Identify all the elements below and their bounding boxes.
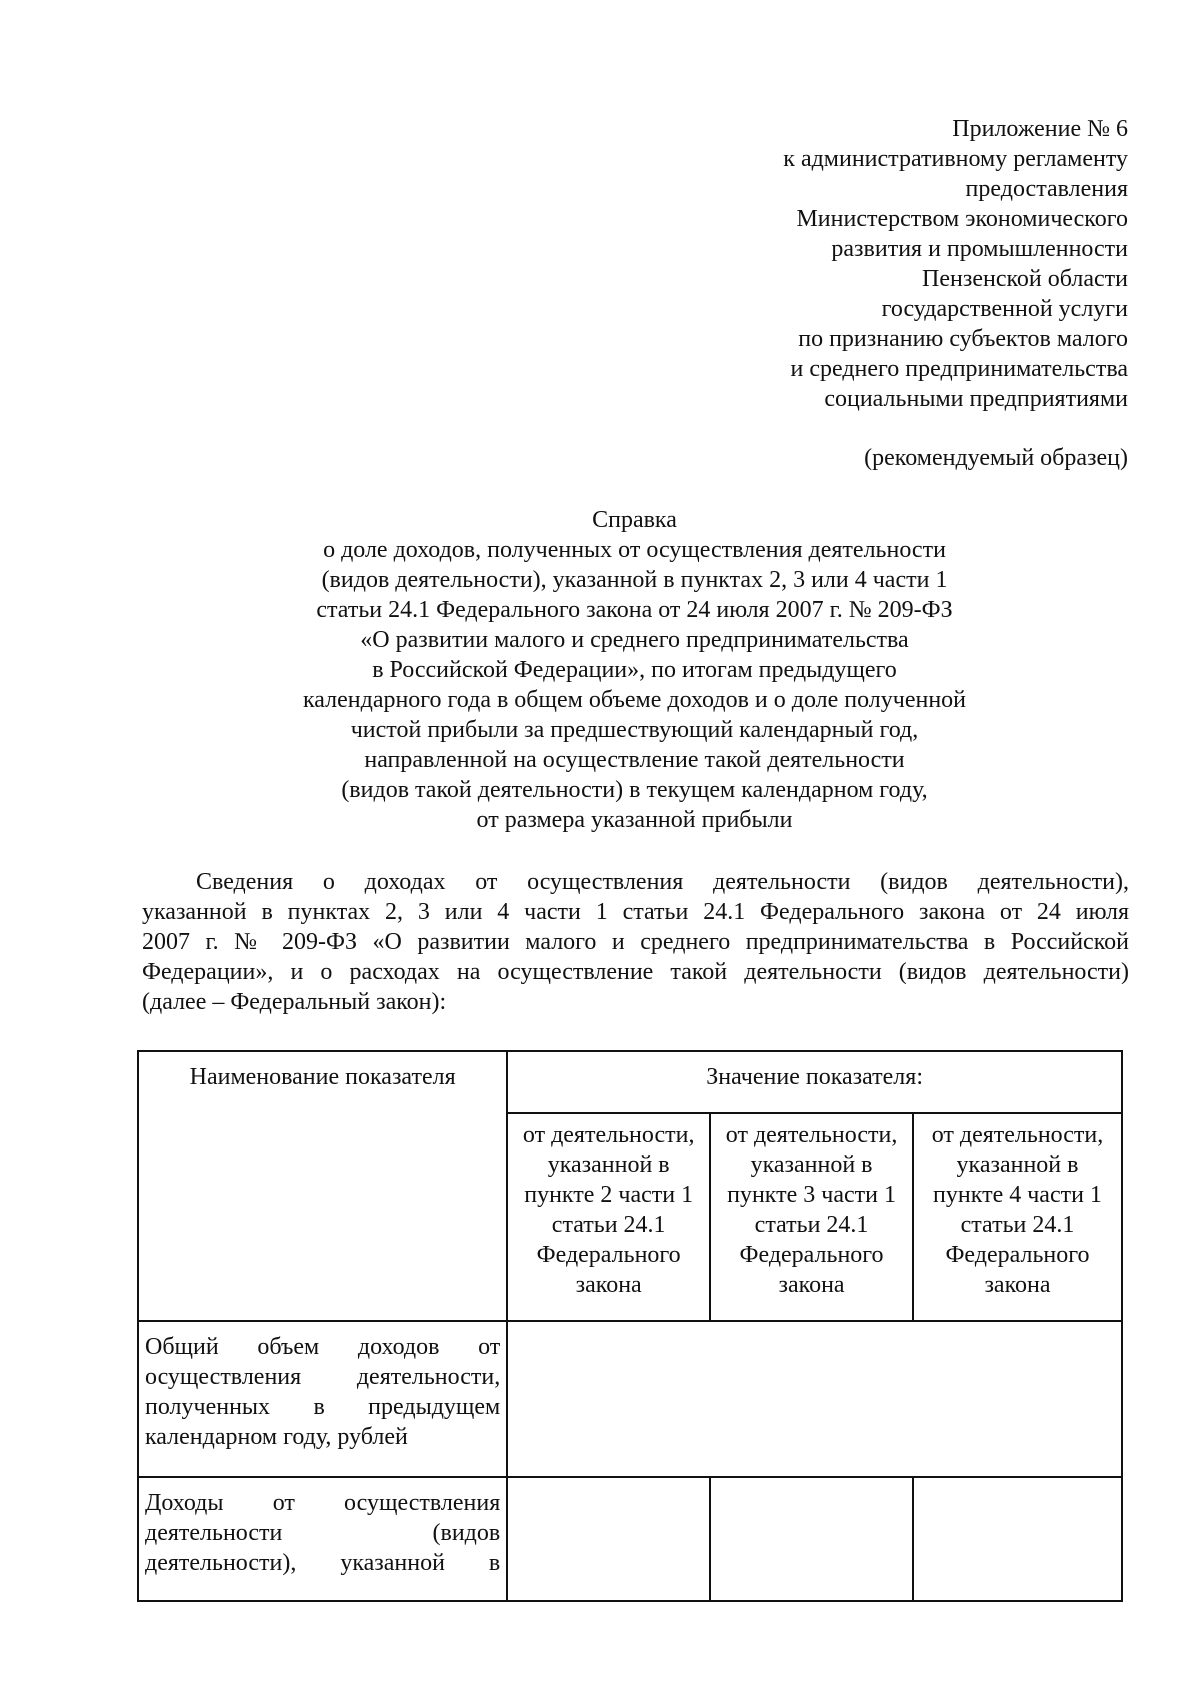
sample-note: (рекомендуемый образец): [864, 445, 1128, 471]
appendix-line: Пензенской области: [922, 266, 1128, 292]
intro-line: 2007 г. № 209-ФЗ «О развитии малого и среднего предпринимательства в Российской: [142, 929, 1129, 955]
header-indicator-name: Наименование показателя: [138, 1051, 507, 1321]
appendix-header: [528, 114, 1128, 414]
title-line: в Российской Федерации», по итогам предыдущего: [372, 657, 897, 683]
row-label-line: деятельности), указанной в: [145, 1550, 501, 1576]
subheader-line: указанной в: [750, 1152, 873, 1178]
subheader-line: указанной в: [547, 1152, 670, 1178]
title-line: чистой прибыли за предшествующий календарный год,: [350, 717, 919, 743]
subheader-line: закона: [778, 1272, 845, 1298]
document-heading: Справка: [592, 507, 677, 533]
total-income-value-cell[interactable]: [507, 1321, 1122, 1477]
subheader-line: от деятельности,: [522, 1122, 695, 1148]
document-title-block: [140, 505, 1129, 835]
row-label-line: деятельности (видов: [145, 1520, 501, 1546]
subheader-line: статьи 24.1: [754, 1212, 869, 1238]
subheader-line: статьи 24.1: [960, 1212, 1075, 1238]
appendix-line: Министерством экономического: [796, 206, 1128, 232]
title-line: статьи 24.1 Федерального закона от 24 июля 2007 г. № 209-ФЗ: [316, 597, 953, 623]
appendix-line: государственной услуги: [881, 296, 1128, 322]
subheader-line: Федерального: [945, 1242, 1090, 1268]
subheader-point-4: [913, 1113, 1122, 1321]
title-line: от размера указанной прибыли: [476, 807, 793, 833]
subheader-point-3: [710, 1113, 913, 1321]
table-row-total-income: [138, 1321, 1122, 1477]
intro-line: указанной в пунктах 2, 3 или 4 части 1 статьи 24.1 Федерального закона от 24 июля: [142, 899, 1129, 925]
activity-income-point-3-cell[interactable]: [710, 1477, 913, 1601]
intro-line: (далее – Федеральный закон):: [142, 989, 447, 1015]
subheader-line: Федерального: [739, 1242, 884, 1268]
table-header-row: [138, 1051, 1122, 1113]
title-line: (видов деятельности), указанной в пунктах 2, 3 или 4 части 1: [321, 567, 948, 593]
subheader-line: пункте 2 части 1: [524, 1182, 694, 1208]
appendix-line: предоставления: [965, 176, 1128, 202]
row-label-line: календарном году, рублей: [145, 1424, 408, 1450]
subheader-line: пункте 4 части 1: [933, 1182, 1102, 1208]
appendix-line: к административному регламенту: [783, 146, 1128, 172]
row-label-line: Доходы от осуществления: [145, 1490, 501, 1516]
title-line: направленной на осуществление такой деятельности: [364, 747, 905, 773]
intro-line: Сведения о доходах от осуществления деятельности (видов деятельности),: [196, 869, 1129, 895]
row-label-total-income: [138, 1321, 507, 1477]
title-line: (видов такой деятельности) в текущем календарном году,: [341, 777, 928, 803]
header-indicator-value: Значение показателя:: [507, 1051, 1122, 1113]
appendix-line: и среднего предпринимательства: [790, 356, 1128, 382]
activity-income-point-2-cell[interactable]: [507, 1477, 710, 1601]
appendix-line: по признанию субъектов малого: [798, 326, 1128, 352]
subheader-line: закона: [575, 1272, 642, 1298]
title-line: о доле доходов, полученных от осуществления деятельности: [323, 537, 946, 563]
appendix-line: развития и промышленности: [831, 236, 1128, 262]
row-label-activity-income: [138, 1477, 507, 1601]
subheader-point-2: [507, 1113, 710, 1321]
row-label-line: Общий объем доходов от: [145, 1334, 501, 1360]
intro-line: Федерации», и о расходах на осуществление такой деятельности (видов деятельности): [142, 959, 1129, 985]
title-line: «О развитии малого и среднего предпринимательства: [360, 627, 909, 653]
subheader-line: статьи 24.1: [551, 1212, 666, 1238]
appendix-line: социальными предприятиями: [824, 386, 1128, 412]
subheader-line: Федерального: [536, 1242, 681, 1268]
indicators-table: [137, 1050, 1123, 1602]
row-label-line: осуществления деятельности,: [145, 1364, 501, 1390]
subheader-line: от деятельности,: [931, 1122, 1104, 1148]
subheader-line: указанной в: [956, 1152, 1079, 1178]
subheader-line: от деятельности,: [725, 1122, 898, 1148]
subheader-line: пункте 3 части 1: [727, 1182, 896, 1208]
activity-income-point-4-cell[interactable]: [913, 1477, 1122, 1601]
subheader-line: закона: [984, 1272, 1051, 1298]
intro-paragraph: [142, 867, 1129, 1017]
appendix-line: Приложение № 6: [952, 116, 1128, 142]
title-line: календарного года в общем объеме доходов и о доле полученной: [302, 687, 967, 713]
table-row-activity-income: [138, 1477, 1122, 1601]
row-label-line: полученных в предыдущем: [145, 1394, 501, 1420]
